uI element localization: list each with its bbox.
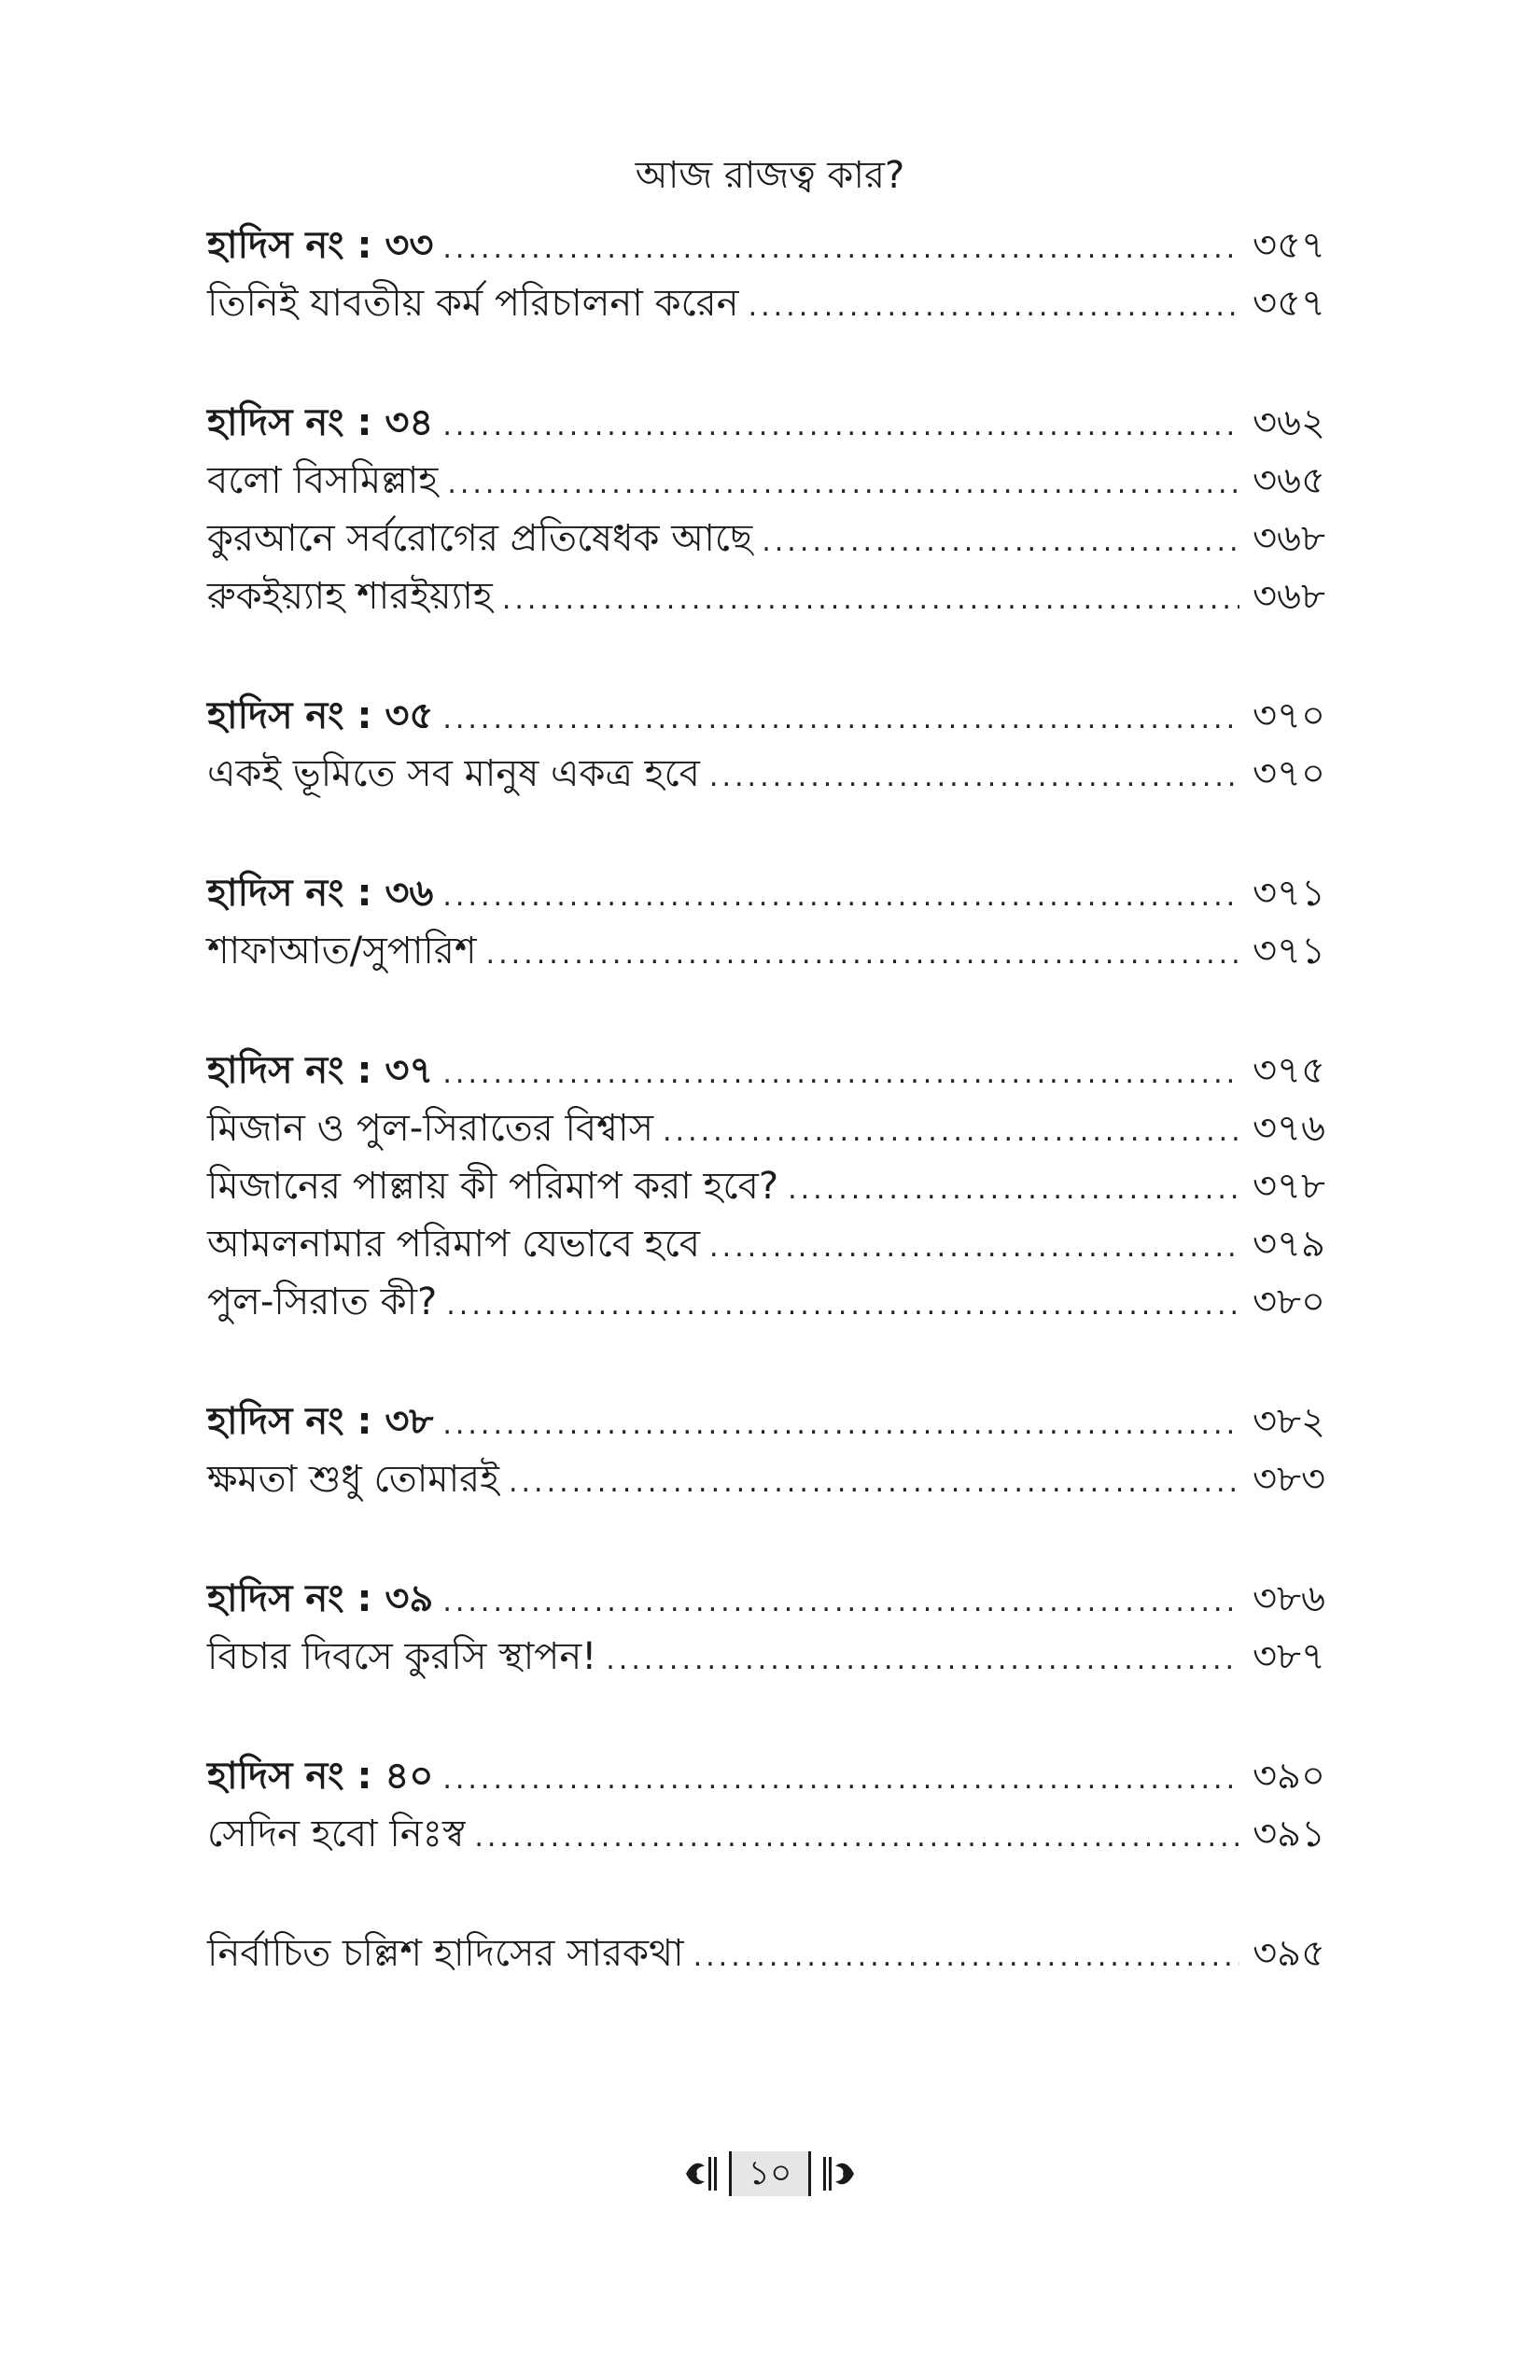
toc-page-number: ৩৮৭ bbox=[1253, 1635, 1325, 1678]
toc-page-number: ৩৫৭ bbox=[1253, 282, 1325, 325]
dot-leader bbox=[442, 1574, 1239, 1631]
dot-leader bbox=[762, 513, 1239, 571]
toc-page-number: ৩৫৭ bbox=[1253, 224, 1325, 267]
toc-entry-title: ক্ষমতা শুধু তোমারই bbox=[207, 1458, 499, 1501]
toc-entry-title: মিজান ও পুল-সিরাতের বিশ্বাস bbox=[207, 1107, 654, 1150]
dot-leader bbox=[447, 455, 1239, 513]
toc-entry-title: মিজানের পাল্লায় কী পরিমাপ করা হবে? bbox=[207, 1165, 779, 1208]
dot-leader bbox=[709, 1219, 1239, 1277]
toc-page-number: ৩৮৬ bbox=[1253, 1577, 1325, 1620]
toc-entry[interactable] bbox=[207, 1450, 1325, 1508]
toc-heading[interactable] bbox=[207, 1570, 1325, 1628]
toc-heading-title: হাদিস নং : ৩৩ bbox=[207, 224, 434, 267]
toc-page-number: ৩৭১ bbox=[1253, 872, 1325, 915]
toc-entry-title: বলো বিসমিল্লাহ bbox=[207, 459, 439, 502]
toc-entry[interactable] bbox=[207, 1273, 1325, 1331]
toc-page-number: ৩৮০ bbox=[1253, 1281, 1325, 1323]
table-of-contents bbox=[207, 217, 1325, 2044]
dot-leader bbox=[442, 868, 1239, 926]
toc-group-hadith-35 bbox=[207, 687, 1325, 803]
ornament-left-icon bbox=[682, 2153, 720, 2194]
toc-heading[interactable] bbox=[207, 1393, 1325, 1450]
dot-leader bbox=[502, 571, 1239, 629]
toc-group-hadith-36 bbox=[207, 864, 1325, 980]
toc-entry[interactable] bbox=[207, 1157, 1325, 1215]
toc-page-number: ৩৬৫ bbox=[1253, 459, 1325, 502]
dot-leader bbox=[663, 1103, 1239, 1161]
toc-heading[interactable] bbox=[207, 687, 1325, 745]
dot-leader bbox=[442, 691, 1239, 749]
toc-page-number: ৩৯০ bbox=[1253, 1755, 1325, 1798]
page-number: ১০ bbox=[729, 2151, 812, 2196]
toc-heading[interactable] bbox=[207, 1747, 1325, 1805]
dot-leader bbox=[606, 1631, 1239, 1689]
toc-page-number: ৩৯১ bbox=[1253, 1813, 1325, 1855]
toc-page-number: ৩৭০ bbox=[1252, 752, 1325, 795]
toc-page-number: ৩৭৬ bbox=[1252, 1107, 1325, 1150]
dot-leader bbox=[693, 1928, 1239, 1986]
toc-group-hadith-38 bbox=[207, 1393, 1325, 1508]
toc-entry[interactable] bbox=[207, 1099, 1325, 1157]
toc-page-number: ৩৬৮ bbox=[1253, 517, 1325, 560]
toc-page-number: ৩৬৮ bbox=[1253, 575, 1325, 618]
toc-entry-title: আমলনামার পরিমাপ যেভাবে হবে bbox=[207, 1223, 701, 1266]
toc-entry[interactable] bbox=[207, 745, 1325, 803]
toc-entry-title: কুরআনে সর্বরোগের প্রতিষেধক আছে bbox=[207, 517, 753, 560]
toc-entry-title: পুল-সিরাত কী? bbox=[207, 1281, 438, 1323]
toc-entry[interactable] bbox=[207, 1215, 1325, 1273]
toc-group-hadith-40 bbox=[207, 1747, 1325, 1863]
toc-heading[interactable] bbox=[207, 864, 1325, 922]
dot-leader bbox=[709, 749, 1239, 806]
dot-leader bbox=[474, 1809, 1239, 1867]
dot-leader bbox=[446, 1277, 1239, 1335]
toc-page-number: ৩৭৮ bbox=[1253, 1165, 1325, 1208]
toc-heading-title: হাদিস নং : ৩৭ bbox=[207, 1049, 434, 1092]
ornament-right-icon bbox=[820, 2153, 858, 2194]
toc-page-number: ৩৭৯ bbox=[1253, 1223, 1325, 1266]
dot-leader bbox=[749, 278, 1239, 336]
toc-page-number: ৩৭০ bbox=[1252, 694, 1325, 737]
toc-entry-title: বিচার দিবসে কুরসি স্থাপন! bbox=[207, 1635, 597, 1678]
toc-entry-title: শাফাআত/সুপারিশ bbox=[207, 930, 477, 973]
dot-leader bbox=[486, 926, 1239, 984]
toc-entry-title: তিনিই যাবতীয় কর্ম পরিচালনা করেন bbox=[207, 282, 739, 325]
toc-entry[interactable] bbox=[207, 922, 1325, 980]
toc-entry[interactable] bbox=[207, 1925, 1325, 1982]
page-footer bbox=[0, 2151, 1540, 2196]
toc-group-summary bbox=[207, 1925, 1325, 1982]
toc-entry-title: একই ভূমিতে সব মানুষ একত্র হবে bbox=[207, 752, 700, 795]
toc-page-number: ৩৬২ bbox=[1252, 401, 1325, 444]
toc-page-number: ৩৮৩ bbox=[1253, 1458, 1325, 1501]
toc-heading[interactable] bbox=[207, 394, 1325, 452]
toc-heading[interactable] bbox=[207, 1042, 1325, 1099]
toc-entry-title: রুকইয়্যাহ শারইয়্যাহ bbox=[207, 575, 493, 618]
toc-heading-title: হাদিস নং : ৪০ bbox=[207, 1755, 434, 1798]
dot-leader bbox=[442, 398, 1239, 455]
toc-entry[interactable] bbox=[207, 567, 1325, 625]
toc-heading-title: হাদিস নং : ৩৯ bbox=[207, 1577, 434, 1620]
toc-page-number: ৩৮২ bbox=[1253, 1400, 1325, 1443]
dot-leader bbox=[442, 220, 1239, 278]
toc-group-hadith-34 bbox=[207, 394, 1325, 625]
toc-entry[interactable] bbox=[207, 1628, 1325, 1686]
toc-heading-title: হাদিস নং : ৩৮ bbox=[207, 1400, 434, 1443]
toc-page-number: ৩৭১ bbox=[1253, 930, 1325, 973]
dot-leader bbox=[442, 1045, 1239, 1103]
toc-page-number: ৩৯৫ bbox=[1253, 1932, 1325, 1975]
toc-heading[interactable] bbox=[207, 217, 1325, 274]
toc-group-hadith-37 bbox=[207, 1042, 1325, 1331]
dot-leader bbox=[788, 1161, 1239, 1219]
toc-entry[interactable] bbox=[207, 510, 1325, 567]
toc-entry[interactable] bbox=[207, 274, 1325, 332]
toc-heading-title: হাদিস নং : ৩৫ bbox=[207, 694, 434, 737]
toc-group-hadith-39 bbox=[207, 1570, 1325, 1686]
toc-heading-title: হাদিস নং : ৩৪ bbox=[207, 401, 434, 444]
toc-heading-title: হাদিস নং : ৩৬ bbox=[207, 872, 434, 915]
toc-page-number: ৩৭৫ bbox=[1253, 1049, 1325, 1092]
dot-leader bbox=[442, 1751, 1239, 1809]
toc-entry[interactable] bbox=[207, 1805, 1325, 1863]
toc-entry-title: সেদিন হবো নিঃস্ব bbox=[207, 1813, 466, 1855]
dot-leader bbox=[442, 1396, 1239, 1454]
toc-entry[interactable] bbox=[207, 452, 1325, 510]
toc-group-hadith-33 bbox=[207, 217, 1325, 332]
dot-leader bbox=[509, 1454, 1239, 1512]
toc-entry-title: নির্বাচিত চল্লিশ হাদিসের সারকথা bbox=[207, 1932, 684, 1975]
running-title: আজ রাজত্ব কার? bbox=[635, 154, 905, 197]
